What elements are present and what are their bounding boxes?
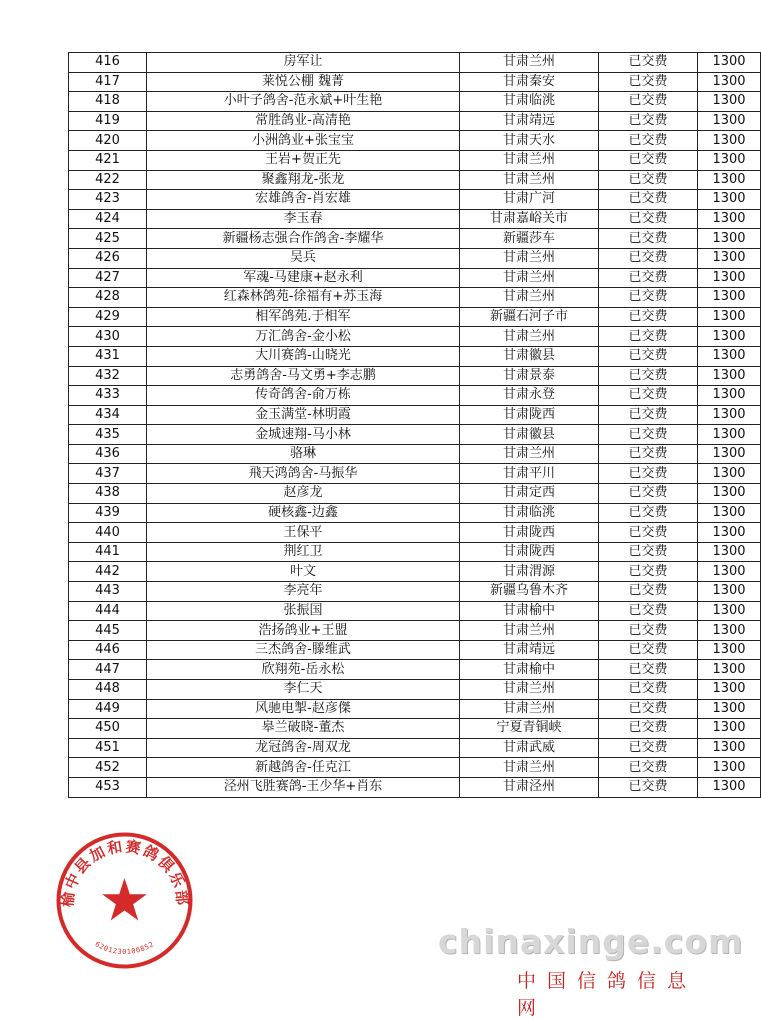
cell-location: 甘肃靖远 xyxy=(460,111,599,131)
cell-fee: 1300 xyxy=(698,621,761,641)
cell-status: 已交费 xyxy=(599,366,698,386)
cell-number: 429 xyxy=(69,307,147,327)
cell-number: 427 xyxy=(69,268,147,288)
cell-status: 已交费 xyxy=(599,680,698,700)
cell-location: 甘肃兰州 xyxy=(460,680,599,700)
cell-fee: 1300 xyxy=(698,601,761,621)
cell-number: 435 xyxy=(69,425,147,445)
cell-fee: 1300 xyxy=(698,190,761,210)
table-row xyxy=(69,444,761,464)
cell-status: 已交费 xyxy=(599,92,698,112)
cell-member-name: 浩扬鸽业+王盟 xyxy=(147,621,460,641)
cell-member-name: 风驰电掣-赵彦傑 xyxy=(147,699,460,719)
cell-fee: 1300 xyxy=(698,405,761,425)
cell-number: 418 xyxy=(69,92,147,112)
table-row xyxy=(69,542,761,562)
cell-member-name: 相军鸽苑.于相军 xyxy=(147,307,460,327)
cell-location: 甘肃渭源 xyxy=(460,562,599,582)
table-row xyxy=(69,738,761,758)
table-row xyxy=(69,111,761,131)
registration-table xyxy=(68,52,761,798)
cell-number: 442 xyxy=(69,562,147,582)
cell-status: 已交费 xyxy=(599,640,698,660)
cell-status: 已交费 xyxy=(599,601,698,621)
cell-number: 419 xyxy=(69,111,147,131)
cell-member-name: 王岩+贺正先 xyxy=(147,150,460,170)
cell-member-name: 志勇鸽舍-马文勇+李志鹏 xyxy=(147,366,460,386)
table-row xyxy=(69,170,761,190)
cell-member-name: 叶文 xyxy=(147,562,460,582)
cell-member-name: 聚鑫翔龙-张龙 xyxy=(147,170,460,190)
cell-fee: 1300 xyxy=(698,346,761,366)
cell-member-name: 莱悦公棚 魏菁 xyxy=(147,72,460,92)
cell-location: 甘肃徽县 xyxy=(460,425,599,445)
cell-member-name: 大川赛鸽-山晓光 xyxy=(147,346,460,366)
cell-location: 甘肃临洮 xyxy=(460,92,599,112)
cell-number: 440 xyxy=(69,523,147,543)
cell-fee: 1300 xyxy=(698,562,761,582)
cell-number: 433 xyxy=(69,386,147,406)
cell-location: 甘肃临洮 xyxy=(460,503,599,523)
cell-location: 甘肃榆中 xyxy=(460,601,599,621)
cell-member-name: 常胜鸽业-高清艳 xyxy=(147,111,460,131)
seal-star-icon xyxy=(102,878,147,921)
cell-member-name: 宏雄鸽舍-肖宏雄 xyxy=(147,190,460,210)
table-row xyxy=(69,386,761,406)
table-row xyxy=(69,327,761,347)
cell-fee: 1300 xyxy=(698,72,761,92)
cell-status: 已交费 xyxy=(599,562,698,582)
cell-location: 甘肃兰州 xyxy=(460,170,599,190)
table-row xyxy=(69,719,761,739)
cell-location: 甘肃秦安 xyxy=(460,72,599,92)
table-row xyxy=(69,562,761,582)
cell-number: 443 xyxy=(69,582,147,602)
cell-number: 436 xyxy=(69,444,147,464)
table-row xyxy=(69,640,761,660)
cell-number: 432 xyxy=(69,366,147,386)
cell-number: 420 xyxy=(69,131,147,151)
cell-status: 已交费 xyxy=(599,444,698,464)
cell-number: 437 xyxy=(69,464,147,484)
cell-location: 甘肃兰州 xyxy=(460,327,599,347)
cell-location: 新疆莎车 xyxy=(460,229,599,249)
table-row xyxy=(69,150,761,170)
cell-location: 甘肃泾州 xyxy=(460,777,599,797)
cell-fee: 1300 xyxy=(698,307,761,327)
cell-fee: 1300 xyxy=(698,699,761,719)
cell-fee: 1300 xyxy=(698,582,761,602)
cell-member-name: 金玉满堂-林明霞 xyxy=(147,405,460,425)
cell-fee: 1300 xyxy=(698,503,761,523)
cell-status: 已交费 xyxy=(599,621,698,641)
cell-member-name: 房军让 xyxy=(147,53,460,73)
cell-status: 已交费 xyxy=(599,307,698,327)
cell-status: 已交费 xyxy=(599,72,698,92)
cell-number: 426 xyxy=(69,248,147,268)
cell-status: 已交费 xyxy=(599,190,698,210)
cell-fee: 1300 xyxy=(698,327,761,347)
cell-location: 甘肃靖远 xyxy=(460,640,599,660)
cell-number: 425 xyxy=(69,229,147,249)
table-row xyxy=(69,131,761,151)
table-row xyxy=(69,503,761,523)
seal-name: 榆中县加和赛鸽俱乐部 xyxy=(58,837,192,908)
cell-number: 421 xyxy=(69,150,147,170)
cell-fee: 1300 xyxy=(698,444,761,464)
cell-member-name: 骆琳 xyxy=(147,444,460,464)
table-row xyxy=(69,425,761,445)
cell-member-name: 泾州飞胜赛鸽-王少华+肖东 xyxy=(147,777,460,797)
cell-location: 甘肃徽县 xyxy=(460,346,599,366)
cell-fee: 1300 xyxy=(698,425,761,445)
cell-number: 439 xyxy=(69,503,147,523)
table-row xyxy=(69,680,761,700)
cell-location: 甘肃天水 xyxy=(460,131,599,151)
watermark-name: 中国信鸽信息网 xyxy=(517,970,698,1019)
cell-number: 449 xyxy=(69,699,147,719)
cell-fee: 1300 xyxy=(698,738,761,758)
cell-number: 424 xyxy=(69,209,147,229)
cell-fee: 1300 xyxy=(698,777,761,797)
cell-member-name: 新越鸽舍-任克江 xyxy=(147,758,460,778)
cell-number: 422 xyxy=(69,170,147,190)
cell-member-name: 万汇鸽舍-金小松 xyxy=(147,327,460,347)
cell-member-name: 小洲鸽业+张宝宝 xyxy=(147,131,460,151)
table-row xyxy=(69,268,761,288)
cell-number: 445 xyxy=(69,621,147,641)
cell-member-name: 小叶子鸽舍-范永斌+叶生艳 xyxy=(147,92,460,112)
cell-member-name: 传奇鸽舍-俞万栋 xyxy=(147,386,460,406)
cell-member-name: 张振国 xyxy=(147,601,460,621)
table-row xyxy=(69,660,761,680)
cell-location: 甘肃榆中 xyxy=(460,660,599,680)
table-row xyxy=(69,582,761,602)
cell-status: 已交费 xyxy=(599,503,698,523)
table-row xyxy=(69,190,761,210)
cell-fee: 1300 xyxy=(698,464,761,484)
cell-location: 甘肃景泰 xyxy=(460,366,599,386)
table-row xyxy=(69,405,761,425)
cell-number: 417 xyxy=(69,72,147,92)
cell-location: 甘肃定西 xyxy=(460,484,599,504)
cell-location: 甘肃兰州 xyxy=(460,444,599,464)
cell-status: 已交费 xyxy=(599,738,698,758)
cell-number: 448 xyxy=(69,680,147,700)
cell-status: 已交费 xyxy=(599,53,698,73)
cell-location: 甘肃永登 xyxy=(460,386,599,406)
cell-status: 已交费 xyxy=(599,268,698,288)
table-row xyxy=(69,346,761,366)
cell-location: 甘肃兰州 xyxy=(460,53,599,73)
cell-fee: 1300 xyxy=(698,209,761,229)
cell-fee: 1300 xyxy=(698,53,761,73)
table-row xyxy=(69,229,761,249)
cell-fee: 1300 xyxy=(698,92,761,112)
cell-status: 已交费 xyxy=(599,248,698,268)
cell-number: 441 xyxy=(69,542,147,562)
cell-number: 431 xyxy=(69,346,147,366)
cell-member-name: 新疆杨志强合作鸽舍-李耀华 xyxy=(147,229,460,249)
cell-status: 已交费 xyxy=(599,484,698,504)
cell-fee: 1300 xyxy=(698,229,761,249)
cell-fee: 1300 xyxy=(698,660,761,680)
cell-number: 416 xyxy=(69,53,147,73)
cell-number: 434 xyxy=(69,405,147,425)
cell-status: 已交费 xyxy=(599,386,698,406)
cell-number: 447 xyxy=(69,660,147,680)
cell-status: 已交费 xyxy=(599,209,698,229)
cell-fee: 1300 xyxy=(698,386,761,406)
cell-fee: 1300 xyxy=(698,484,761,504)
cell-member-name: 李仁天 xyxy=(147,680,460,700)
cell-number: 428 xyxy=(69,288,147,308)
cell-status: 已交费 xyxy=(599,660,698,680)
cell-fee: 1300 xyxy=(698,131,761,151)
cell-number: 444 xyxy=(69,601,147,621)
cell-fee: 1300 xyxy=(698,111,761,131)
cell-member-name: 红森林鸽苑-徐福有+苏玉海 xyxy=(147,288,460,308)
cell-member-name: 王保平 xyxy=(147,523,460,543)
cell-location: 甘肃兰州 xyxy=(460,621,599,641)
cell-number: 423 xyxy=(69,190,147,210)
cell-status: 已交费 xyxy=(599,542,698,562)
cell-location: 甘肃陇西 xyxy=(460,405,599,425)
cell-member-name: 李玉春 xyxy=(147,209,460,229)
table-row xyxy=(69,72,761,92)
cell-fee: 1300 xyxy=(698,170,761,190)
cell-location: 甘肃兰州 xyxy=(460,268,599,288)
cell-fee: 1300 xyxy=(698,542,761,562)
watermark-site: chinaxinge.com xyxy=(438,922,744,961)
cell-member-name: 飛天鸿鸽舍-马振华 xyxy=(147,464,460,484)
club-seal xyxy=(52,828,197,973)
table-row xyxy=(69,209,761,229)
cell-number: 452 xyxy=(69,758,147,778)
cell-member-name: 吴兵 xyxy=(147,248,460,268)
cell-member-name: 金城速翔-马小林 xyxy=(147,425,460,445)
cell-location: 新疆石河子市 xyxy=(460,307,599,327)
cell-location: 甘肃广河 xyxy=(460,190,599,210)
cell-member-name: 李亮年 xyxy=(147,582,460,602)
cell-member-name: 硬核鑫-边鑫 xyxy=(147,503,460,523)
cell-fee: 1300 xyxy=(698,640,761,660)
cell-status: 已交费 xyxy=(599,464,698,484)
table-row xyxy=(69,53,761,73)
table-row xyxy=(69,366,761,386)
cell-number: 438 xyxy=(69,484,147,504)
cell-fee: 1300 xyxy=(698,288,761,308)
cell-location: 甘肃兰州 xyxy=(460,248,599,268)
cell-status: 已交费 xyxy=(599,758,698,778)
table-row xyxy=(69,523,761,543)
table-row xyxy=(69,484,761,504)
cell-status: 已交费 xyxy=(599,229,698,249)
cell-status: 已交费 xyxy=(599,150,698,170)
cell-member-name: 三杰鸽舍-滕维武 xyxy=(147,640,460,660)
cell-status: 已交费 xyxy=(599,170,698,190)
table-row xyxy=(69,601,761,621)
table-row xyxy=(69,92,761,112)
cell-fee: 1300 xyxy=(698,366,761,386)
cell-member-name: 军魂-马建康+赵永利 xyxy=(147,268,460,288)
cell-location: 甘肃陇西 xyxy=(460,523,599,543)
table-row xyxy=(69,699,761,719)
cell-member-name: 皋兰破晓-董杰 xyxy=(147,719,460,739)
cell-status: 已交费 xyxy=(599,327,698,347)
cell-status: 已交费 xyxy=(599,288,698,308)
cell-fee: 1300 xyxy=(698,248,761,268)
table-row xyxy=(69,307,761,327)
cell-fee: 1300 xyxy=(698,680,761,700)
cell-location: 甘肃兰州 xyxy=(460,758,599,778)
registration-sheet xyxy=(68,52,746,798)
cell-fee: 1300 xyxy=(698,758,761,778)
table-row xyxy=(69,621,761,641)
table-row xyxy=(69,288,761,308)
cell-number: 446 xyxy=(69,640,147,660)
cell-location: 甘肃兰州 xyxy=(460,150,599,170)
seal-serial: 6201230100852 xyxy=(93,940,156,957)
cell-member-name: 荆红卫 xyxy=(147,542,460,562)
table-row xyxy=(69,464,761,484)
cell-status: 已交费 xyxy=(599,405,698,425)
cell-location: 甘肃兰州 xyxy=(460,699,599,719)
table-row xyxy=(69,758,761,778)
cell-fee: 1300 xyxy=(698,268,761,288)
cell-location: 甘肃陇西 xyxy=(460,542,599,562)
cell-location: 甘肃武威 xyxy=(460,738,599,758)
cell-number: 450 xyxy=(69,719,147,739)
cell-number: 453 xyxy=(69,777,147,797)
cell-status: 已交费 xyxy=(599,777,698,797)
cell-status: 已交费 xyxy=(599,111,698,131)
cell-status: 已交费 xyxy=(599,523,698,543)
cell-fee: 1300 xyxy=(698,523,761,543)
table-row xyxy=(69,248,761,268)
table-row xyxy=(69,777,761,797)
cell-status: 已交费 xyxy=(599,131,698,151)
cell-status: 已交费 xyxy=(599,582,698,602)
cell-status: 已交费 xyxy=(599,699,698,719)
cell-fee: 1300 xyxy=(698,719,761,739)
cell-status: 已交费 xyxy=(599,719,698,739)
cell-status: 已交费 xyxy=(599,425,698,445)
cell-fee: 1300 xyxy=(698,150,761,170)
cell-location: 甘肃平川 xyxy=(460,464,599,484)
cell-status: 已交费 xyxy=(599,346,698,366)
cell-location: 宁夏青铜峡 xyxy=(460,719,599,739)
cell-number: 451 xyxy=(69,738,147,758)
cell-location: 甘肃兰州 xyxy=(460,288,599,308)
cell-member-name: 欣翔苑-岳永松 xyxy=(147,660,460,680)
cell-location: 新疆乌鲁木齐 xyxy=(460,582,599,602)
cell-location: 甘肃嘉峪关市 xyxy=(460,209,599,229)
cell-member-name: 赵彦龙 xyxy=(147,484,460,504)
cell-member-name: 龙冠鸽舍-周双龙 xyxy=(147,738,460,758)
table-body xyxy=(69,53,761,798)
cell-number: 430 xyxy=(69,327,147,347)
